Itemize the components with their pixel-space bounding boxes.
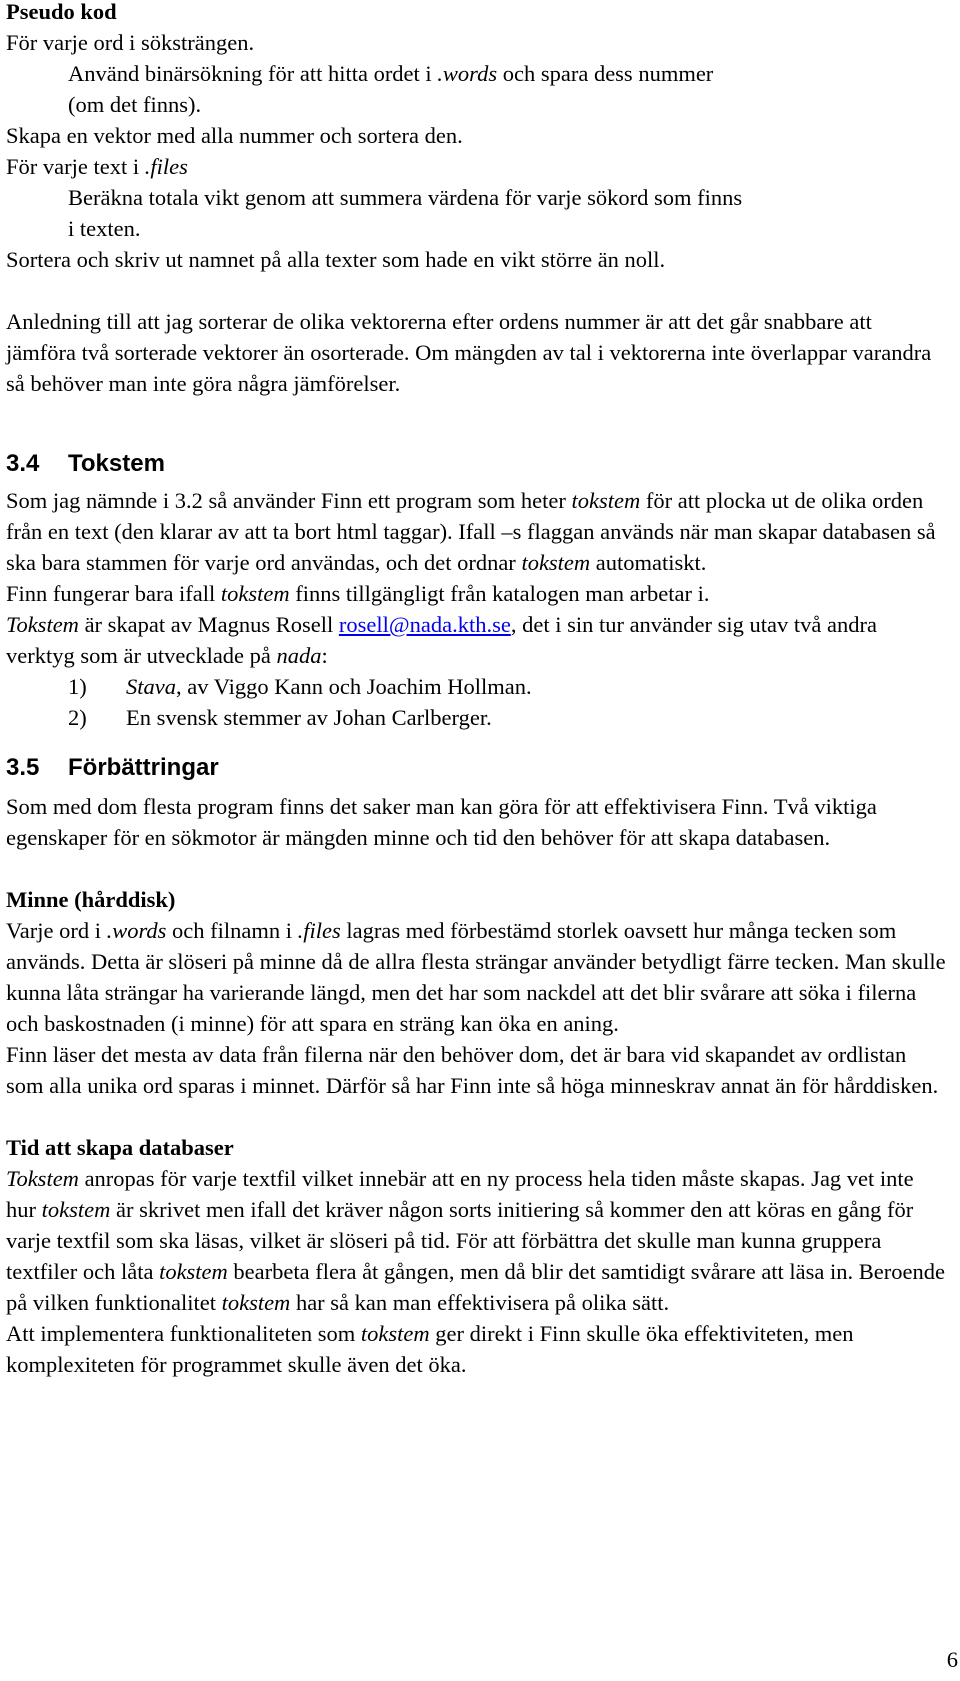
- pseudocode-line: i texten.: [68, 216, 141, 241]
- section-heading-tokstem: 3.4 Tokstem: [6, 450, 165, 477]
- tid-paragraph: Tokstem anropas för varje textfil vilket innebär att en ny process hela tiden måste skapas. Jag vet inte hur tokstem är skrivet men ifall det kräver någon sorts initiering så kommer den att köras en gång för varje textfil som ska läsas, vilket är slöseri på tid. För att förbättra det skulle man kunna gruppera textfiler och låta tokstem bearbeta flera åt gången, men då blir det samtidigt svårare att läsa in. Beroende på vilken funktionalitet tokstem har så kan man effektivisera på olika sätt.: [6, 1166, 945, 1315]
- minne-paragraph: Finn läser det mesta av data från filerna när den behöver dom, det är bara vid skapandet av ordlistan som alla unika ord sparas i minnet. Därför så har Finn inte så höga minneskrav annat än för hårddisken.: [6, 1042, 939, 1098]
- tools-list: [6, 671, 946, 733]
- pseudocode-heading: Pseudo kod: [6, 0, 117, 24]
- section-heading-forbattringar: 3.5 Förbättringar: [6, 754, 219, 781]
- tid-heading: Tid att skapa databaser: [6, 1135, 234, 1160]
- pseudocode-line: För varje text i .files: [6, 154, 188, 179]
- pseudocode-line: Beräkna totala vikt genom att summera värdena för varje sökord som finns: [68, 185, 743, 210]
- pseudocode-line: För varje ord i söksträngen.: [6, 30, 255, 55]
- minne-paragraph: Varje ord i .words och filnamn i .files lagras med förbestämd storlek oavsett hur många tecken som används. Detta är slöseri på minne då de allra flesta strängar använder betydligt färre tecken. Man skulle kunna låta strängar ha varierande längd, men det har som nackdel att det blir svårare att söka i filerna och baskostnaden (i minne) för att spara en sträng kan öka en aning.: [6, 918, 946, 1036]
- minne-heading: Minne (hårddisk): [6, 887, 176, 912]
- tokstem-paragraph: Tokstem är skapat av Magnus Rosell rosell@nada.kth.se, det i sin tur använder sig utav två andra verktyg som är utvecklade på nada:: [6, 612, 877, 668]
- list-item: 1) Stava, av Viggo Kann och Joachim Hollman.: [68, 674, 532, 699]
- pseudocode-line: Skapa en vektor med alla nummer och sortera den.: [6, 123, 463, 148]
- pseudocode-line: Använd binärsökning för att hitta ordet i .words och spara dess nummer: [68, 61, 714, 86]
- tid-paragraph: Att implementera funktionaliteten som tokstem ger direkt i Finn skulle öka effektiviteten, men komplexiteten för programmet skulle även det öka.: [6, 1321, 854, 1377]
- forbattringar-paragraph: Som med dom flesta program finns det saker man kan göra för att effektivisera Finn. Två viktiga egenskaper för en sökmotor är mängden minne och tid den behöver för att skapa databasen.: [6, 794, 877, 850]
- list-item: 2) En svensk stemmer av Johan Carlberger.: [68, 705, 492, 730]
- anledning-paragraph: Anledning till att jag sorterar de olika vektorerna efter ordens nummer är att det går snabbare att jämföra två sorterade vektorer än osorterade. Om mängden av tal i vektorerna inte överlappar varandra så behöver man inte göra några jämförelser.: [6, 309, 932, 396]
- email-link[interactable]: rosell@nada.kth.se: [338, 612, 511, 637]
- document-page: [6, 0, 946, 1380]
- pseudocode-line: Sortera och skriv ut namnet på alla texter som hade en vikt större än noll.: [6, 247, 666, 272]
- tokstem-paragraph: Finn fungerar bara ifall tokstem finns tillgängligt från katalogen man arbetar i.: [6, 581, 710, 606]
- page-number: 6: [946, 1647, 958, 1672]
- tokstem-paragraph: Som jag nämnde i 3.2 så använder Finn ett program som heter tokstem för att plocka ut de olika orden från en text (den klarar av att ta bort html taggar). Ifall –s flaggan används när man skapar databasen så ska bara stammen för varje ord användas, och det ordnar tokstem automatiskt.: [6, 488, 936, 575]
- pseudocode-line: (om det finns).: [68, 92, 202, 117]
